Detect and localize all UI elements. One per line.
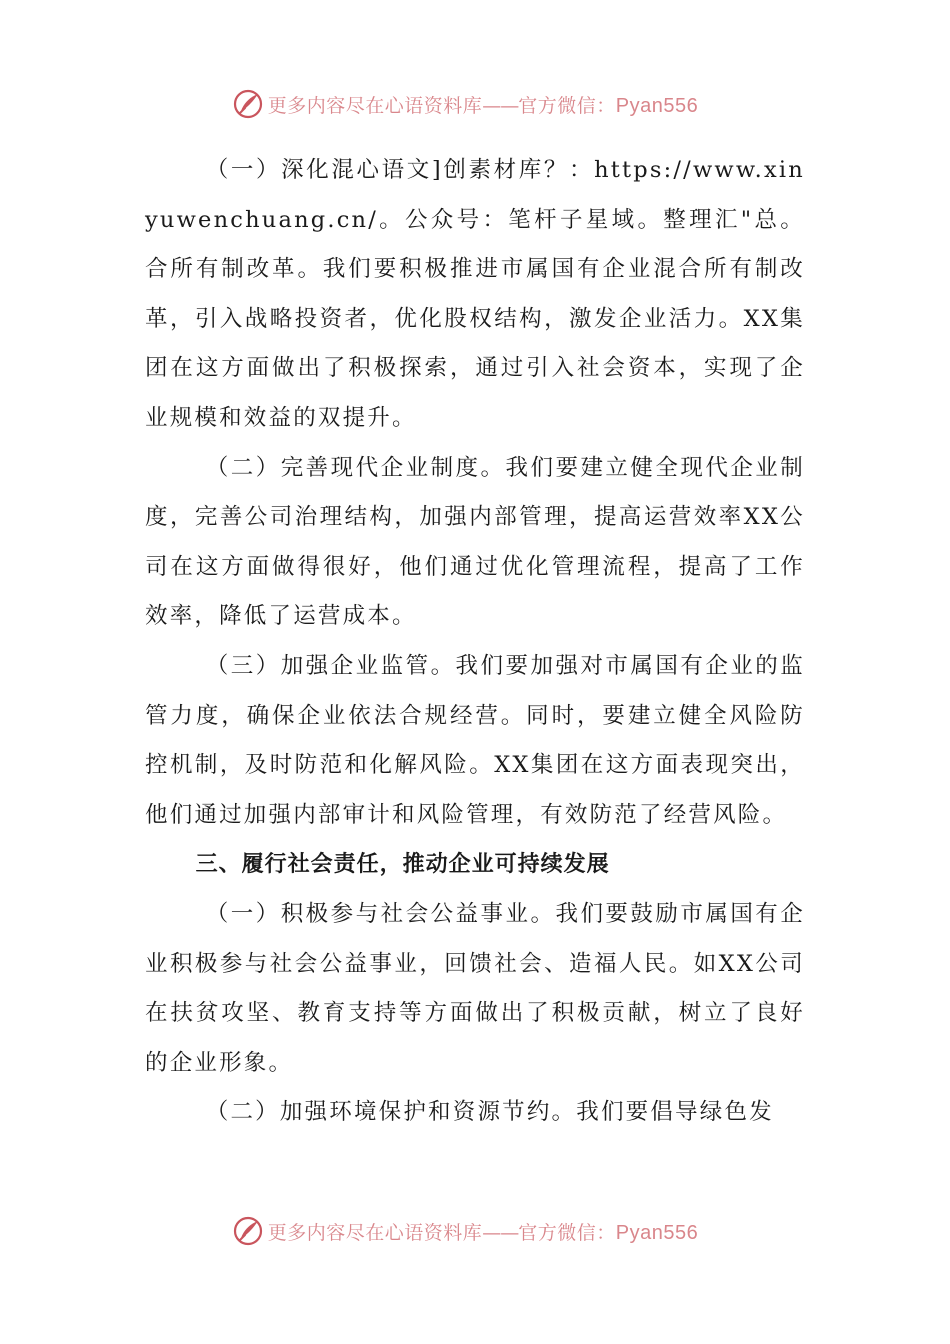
paragraph-4: （一）积极参与社会公益事业。我们要鼓励市属国有企业积极参与社会公益事业，回馈社会、造福人民。如XX公司在扶贫攻坚、教育支持等方面做出了积极贡献，树立了良好的企业形象。: [145, 900, 805, 1076]
paragraph-5: （二）加强环境保护和资源节约。我们要倡导绿色发: [205, 1099, 774, 1126]
watermark-main: 更多内容尽在心语资料库: [267, 1221, 483, 1244]
watermark-wechat-label: 官方微信：: [518, 94, 616, 117]
watermark-dash: ——: [482, 1221, 519, 1244]
document-body: [145, 146, 805, 1138]
watermark-wechat-id: Pyan556: [615, 94, 699, 117]
watermark-text: [268, 1218, 699, 1245]
quill-pen-logo-icon: [232, 1215, 264, 1247]
paragraph-3: （三）加强企业监管。我们要加强对市属国有企业的监管力度，确保企业依法合规经营。同时，要建立健全风险防控机制，及时防范和化解风险。XX集团在这方面表现突出，他们通过加强内部审计和风险管理，有效防范了经营风险。: [145, 652, 805, 828]
paragraph-2: （二）完善现代企业制度。我们要建立健全现代企业制度，完善公司治理结构，加强内部管理，提高运营效率XX公司在这方面做得很好，他们通过优化管理流程，提高了工作效率，降低了运营成本。: [145, 454, 805, 630]
bottom-watermark-banner: [0, 1211, 950, 1251]
section-heading: 三、履行社会责任，推动企业可持续发展: [195, 852, 610, 878]
quill-pen-logo-icon: [232, 88, 264, 120]
watermark-wechat-label: 官方微信：: [518, 1221, 616, 1244]
top-watermark-banner: [0, 84, 950, 124]
watermark-main: 更多内容尽在心语资料库: [267, 94, 483, 117]
watermark-dash: ——: [482, 94, 519, 117]
watermark-wechat-id: Pyan556: [615, 1221, 699, 1244]
paragraph-1: （一）深化混心语文]创素材库？：https://www.xinyuwenchuang.cn/。公众号：笔杆子星域。整理汇"总。合所有制改革。我们要积极推进市属国有企业混合所有制改革，引入战略投资者，优化股权结构，激发企业活力。XX集团在这方面做出了积极探索，通过引入社会资本，实现了企业规模和效益的双提升。: [145, 157, 805, 431]
watermark-text: [268, 91, 699, 118]
